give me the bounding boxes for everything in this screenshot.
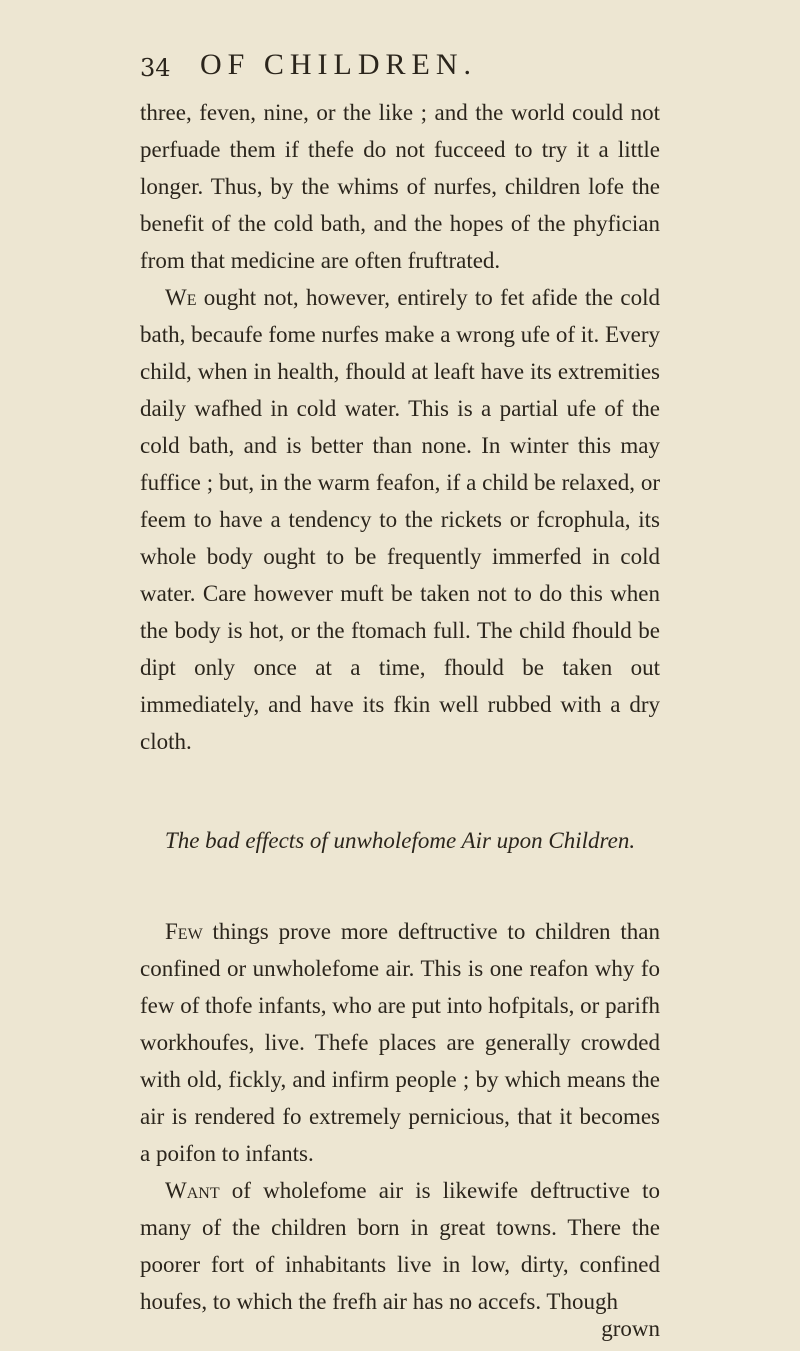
body-text	[140, 94, 660, 1340]
section-title: The bad effects of unwholefome Air upon Children.	[164, 828, 636, 853]
paragraph-text: of wholefome air is likewife deftructive to many of the children born in great towns. There the poorer fort of inhabitants live in low, dirty, confined houfes, to which the frefh air has no accefs. Though	[140, 1178, 660, 1314]
paragraph-lead: Want	[165, 1178, 220, 1203]
page-number: 34	[140, 54, 171, 82]
paragraph	[140, 279, 660, 760]
paragraph	[140, 94, 660, 279]
paragraph-lead: We	[165, 285, 197, 310]
paragraph	[140, 1172, 660, 1320]
page-header	[140, 48, 680, 88]
paragraph-lead: Few	[165, 919, 203, 944]
catchword: grown	[601, 1316, 660, 1341]
paragraph-text: things prove more deftructive to children than confined or unwholefome air. This is one reafon why fo few of thofe infants, who are put into hofpitals, or parifh workhoufes, live. Thefe places are generally crowded with old, fickly, and infirm people ; by which means the air is rendered fo extremely pernicious, that it becomes a poifon to infants.	[140, 919, 660, 1166]
paragraph	[140, 913, 660, 1172]
running-title: OF CHILDREN.	[200, 48, 478, 81]
paragraph-text: three, feven, nine, or the like ; and the world could not perfuade them if thefe do not fucceed to try it a little longer. Thus, by the whims of nurfes, children lofe the benefit of the cold bath, and the hopes of the phyfician from that medicine are often fruftrated.	[140, 100, 660, 273]
paragraph-text: ought not, however, entirely to fet afide the cold bath, becaufe fome nurfes make a wrong ufe of it. Every child, when in health, fhould at leaft have its extremities daily wafhed in cold water. This is a partial ufe of the cold bath, and is better than none. In winter this may fuffice ; but, in the warm feafon, if a child be relaxed, or feem to have a tendency to the rickets or fcrophula, its whole body ought to be frequently immerfed in cold water. Care however muft be taken not to do this when the body is hot, or the ftomach full. The child fhould be dipt only once at a time, fhould be taken out immediately, and have its fkin well rubbed with a dry cloth.	[140, 285, 660, 754]
